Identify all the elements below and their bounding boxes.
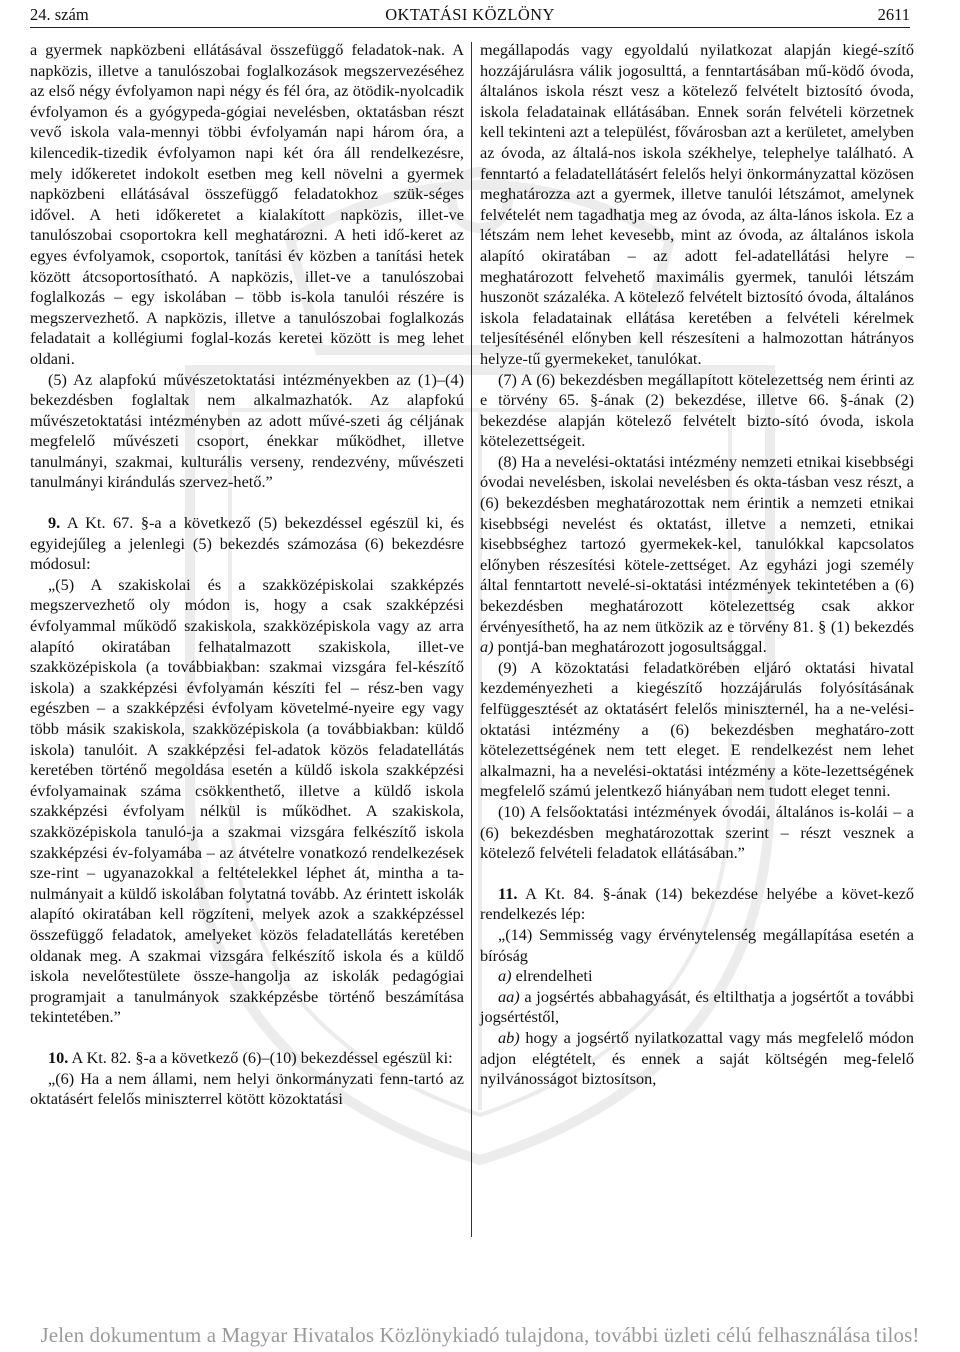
- point-text: hogy a jogsértő nyilatkozattal vagy más megfelelő módon adjon elégtételt, és ennek a saját költségén meg-felelő nyilvánosságot biztosítson,: [480, 1027, 914, 1089]
- point-label: ab): [498, 1027, 520, 1047]
- section-number: 9.: [48, 513, 61, 533]
- copyright-notice: Jelen dokumentum a Magyar Hivatalos Közlönykiadó tulajdona, további üzleti célú felhasználása tilos!: [40, 1323, 920, 1347]
- point: [480, 966, 914, 987]
- paragraph: [480, 452, 914, 658]
- column-divider: [471, 42, 472, 1237]
- issue-number: 24. szám: [30, 5, 89, 24]
- section-9-intro: [30, 513, 464, 575]
- paragraph: (10) A felsőoktatási intézmények óvodái, általános is-kolái – a (6) bekezdésben meghatározottak szerint – részt vesznek a kötelező felvételi feladatok ellátásában.”: [480, 801, 914, 863]
- paragraph: „(5) A szakiskolai és a szakközépiskolai szakképzés megszervezhető oly módon is, hogy a csak szakképzési évfolyammal működő szakiskola, szakközépiskola vagy az arra alapító okiratában felhatalmazott szakiskola, illet-ve szakközépiskola (a továbbiakban: szakmai vizsgára fel-készítő iskola) a szakképzési évfolyamán készíti fel – rész-ben vagy egészben – a szakképzési évfolyam követelmé-nyeire egy vagy több másik szakiskola, szakközépiskola (a továbbiakban: küldő iskola) tanulóit. A szakképzési fel-adatok közös feladatellátás keretében történő megoldása esetén a küldő iskola szakképzési évfolyamainak száma csökkenthető, illetve a küldő iskola szakképzési évfolyam nélkül is működhet. A szakiskola, szakközépiskola tanuló-ja a szakmai vizsgára felkészítő iskola szakképzési év-folyamába – az átvételre vonatkozó rendelkezések sze-rint – ugyanazokkal a feltételekkel léphet át, mintha a ta-nulmányait a küldő iskolában folytatná tovább. Az érintett iskolák alapító okiratában kell rögzíteni, melyek azok a szakképzéssel összefüggő feladatok, amelyeket közös feladatellátás keretében oldanak meg. A szakmai vizsgára felkészítő iskola és a küldő iskola nevelőtestülete össze-hangolja az iskolák pedagógiai programjait a tanulmányok szakképzésbe történő beszámítása tekintetében.”: [30, 574, 464, 1027]
- paragraph: (7) A (6) bekezdésben megállapított kötelezettség nem érinti az e törvény 65. §-ának (2) bekezdése, illetve 66. §-ának (2) bekezdése alapján kötelező felvételt bizto-sító óvoda, iskola kötelezettségeit.: [480, 369, 914, 451]
- page-header: [30, 3, 910, 27]
- paragraph-text: (8) Ha a nevelési-oktatási intézmény nemzeti etnikai kisebbségi óvodai nevelésben, iskolai nevelésben és okta-tásban vesz részt, a (6) bekezdésben meghatározottak nem érintik a nemzeti etnikai kisebbségi nevelést és oktatást, illetve a nemzeti, etnikai kisebbséghez tartozó gyermekek-kel, tanulókkal kapcsolatos előnyben részesítési kötele-zettséget. Az egyházi jogi személy által fenntartott nevelé-si-oktatási intézmények tekintetében a (6) bekezdésben meghatározott kötelezettség csak akkor érvényesíthető, ha az nem ütközik az e törvény 81. § (1) bekezdés: [480, 451, 914, 636]
- paragraph: (5) Az alapfokú művészetoktatási intézményekben az (1)–(4) bekezdésben foglaltak nem alkalmazhatók. Az alapfokú művészetoktatási intézményben az adott művé-szeti ág céljának megfelelő művészeti csoport, énekkar működhet, illetve tanulmányi, szakmai, kulturális verseny, rendezvény, művészeti tanulmányi kirándulás szervez-hető.”: [30, 369, 464, 492]
- point-label: a): [480, 637, 494, 657]
- point-text: elrendelheti: [515, 966, 593, 986]
- section-number: 10.: [48, 1047, 69, 1067]
- point: [480, 1028, 914, 1090]
- paragraph-text: pontjá-ban meghatározott jogosultsággal.: [497, 637, 767, 657]
- paragraph: „(14) Semmisség vagy érvénytelenség megállapítása esetén a bíróság: [480, 924, 914, 965]
- journal-title: OKTATÁSI KÖZLÖNY: [385, 5, 555, 24]
- section-number: 11.: [498, 883, 518, 903]
- section-reference: A Kt. 82.: [71, 1047, 132, 1067]
- paragraph: a gyermek napközbeni ellátásával összefüggő feladatok-nak. A napközis, illetve a tanulószobai foglalkozások megszervezéséhez az első négy évfolyamon napi négy és fél óra, az ötödik-nyolcadik évfolyamon és a gyógypeda-gógiai nevelésben, oktatásban részt vevő iskola vala-mennyi többi évfolyamán napi három óra, a kilencedik-tizedik évfolyamon napi két óra áll rendelkezésre, mely időkeretet indokolt esetben meg kell növelni a gyermek napközbeni ellátásával összefüggő feladatokhoz szük-séges idővel. A heti időkeretet a kialakított napközis, illet-ve tanulószobai csoportokra kell meghatározni. A heti idő-keret az egyes évfolyamok, csoportok, tanítási év közben a tanítási hetek között átcsoportosítható. A napközis, illet-ve a tanulószobai foglalkozás – egy iskolában – több is-kola tanulói részére is megszervezhető. A napközis, illetve a tanulószobai foglalkozás feladatait a kollégiumi foglal-kozás keretei között is meg lehet oldani.: [30, 40, 464, 368]
- paragraph: „(6) Ha a nem állami, nem helyi önkormányzati fenn-tartó az oktatásért felelős miniszterrel kötött közoktatási: [30, 1068, 464, 1109]
- section-text: §-ának (14) bekezdése helyébe a követ-kező rendelkezés lép:: [480, 883, 915, 924]
- point: [480, 987, 914, 1028]
- left-column: [30, 40, 464, 1110]
- paragraph: megállapodás vagy egyoldalú nyilatkozat alapján kiegé-szítő hozzájárulásra válik jogosulttá, a fenntartásában mű-ködő óvoda, általános iskola részt vesz a kötelező felvételt biztosító óvoda, iskola feladatainak ellátásában. Ennek során felvételi körzetnek kell tekinteni azt a települést, fővárosban azt a kerületet, amelyben az óvoda, az általá-nos iskola székhelye, telephelye található. A fenntartó a feladatellátásért felelős helyi önkormányzattal közösen meghatározza azt a gyermek, illetve tanulói létszámot, amelynek felvételét nem tagadhatja meg az óvoda, az álta-lános iskola. Ez a létszám nem lehet kevesebb, mint az óvoda, az általános iskola alapító okiratában – az adott fel-adatellátási helyre – meghatározott felvehető maximális gyermek, tanulói létszám huszonöt százaléka. A kötelező felvételt biztosító óvoda, általános iskola feladatainak ellátása keretében a felvételi kérelmek teljesítésénél előnyben kell részesíteni a halmozottan hátrányos helyze-tű gyermekeket, tanulókat.: [480, 40, 914, 368]
- header-rule: [30, 27, 910, 28]
- right-column: [480, 40, 914, 1090]
- point-label: a): [498, 966, 512, 986]
- section-text: §-a a következő (6)–(10) bekezdéssel egészül ki:: [135, 1047, 453, 1067]
- point-text: a jogsértés abbahagyását, és eltilthatja a jogsértőt a további jogsértéstől,: [480, 986, 914, 1027]
- section-10-intro: [30, 1048, 464, 1069]
- section-reference: A Kt. 67.: [66, 513, 134, 533]
- section-reference: A Kt. 84.: [525, 883, 594, 903]
- paragraph: (9) A közoktatási feladatkörében eljáró oktatási hivatal kezdeményezheti a kiegészítő hozzájárulás folyósításának felfüggesztését az oktatásért felelős miniszternél, ha a ne-velési-oktatási intézmény a (6) bekezdésben meghatáro-zott kötelezettségének nem tett eleget. E rendelkezést nem lehet alkalmazni, ha a nevelési-oktatási intézmény a köte-lezettségének megfelelő számú jelentkező hiányában nem tudott eleget tenni.: [480, 657, 914, 801]
- point-label: aa): [498, 986, 520, 1006]
- section-11-intro: [480, 884, 914, 925]
- section-text: §-a a következő (5) bekezdéssel egészül ki, és egyidejűleg a jelenlegi (5) bekezdés számozása (6) bekezdésre módosul:: [30, 513, 465, 574]
- page-number: 2611: [877, 5, 910, 24]
